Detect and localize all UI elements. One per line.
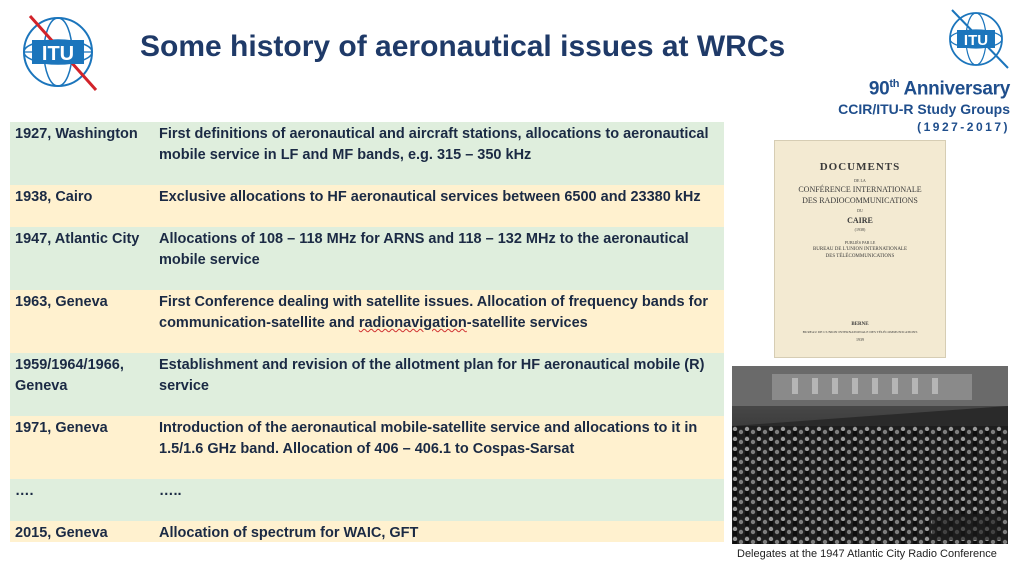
doc-city: CAIRE <box>847 216 873 225</box>
event-cell: 2015, Geneva <box>15 525 108 541</box>
doc-year: (1938) <box>854 227 866 232</box>
description-cell: First definitions of aeronautical and aircraft stations, allocations to aeronautical mobile service in LF and MF bands, e.g. 315 – 350 kHz <box>159 126 709 163</box>
study-groups-label: CCIR/ITU-R Study Groups <box>838 101 1010 118</box>
photo-caption: Delegates at the 1947 Atlantic City Radio Conference <box>737 548 997 560</box>
event-cell: 1971, Geneva <box>15 420 108 436</box>
itu-logo-left <box>18 10 102 94</box>
doc-imprint: BUREAU DE L'UNION INTERNATIONALE DES TÉLÉCOMMUNICATIONS <box>802 330 918 334</box>
doc-line2: DES RADIOCOMMUNICATIONS <box>802 196 918 205</box>
description-cell: Allocation of spectrum for WAIC, GFT <box>159 525 419 541</box>
anniversary-block <box>838 78 1010 134</box>
event-cell: 1963, Geneva <box>15 294 108 310</box>
doc-bureau1: BUREAU DE L'UNION INTERNATIONALE <box>812 247 908 252</box>
spellcheck-word: radionavigation <box>358 315 467 331</box>
event-cell: 1959/1964/1966, Geneva <box>15 357 124 394</box>
description-cell: Exclusive allocations to HF aeronautical services between 6500 and 23380 kHz <box>159 189 701 205</box>
logo-text-right: ITU <box>963 32 989 49</box>
event-cell: 1927, Washington <box>15 126 138 142</box>
doc-du: DU <box>857 208 863 213</box>
description-cell: Allocations of 108 – 118 MHz for ARNS and 118 – 132 MHz to the aeronautical mobile service <box>159 231 689 268</box>
table-row <box>10 479 724 521</box>
event-cell: 1938, Cairo <box>15 189 93 205</box>
doc-title: DOCUMENTS <box>819 161 901 173</box>
doc-bureau2: DES TÉLÉCOMMUNICATIONS <box>825 254 895 259</box>
table-row <box>10 353 724 416</box>
conference-photo <box>732 366 1008 544</box>
anniversary-years: (1927-2017) <box>917 120 1010 135</box>
anniversary-line: 90th Anniversary <box>868 78 1010 100</box>
history-table <box>10 122 724 542</box>
logo-text: ITU <box>41 43 75 65</box>
event-cell: …. <box>15 483 34 499</box>
doc-place: BERNE <box>851 322 869 327</box>
event-cell: 1947, Atlantic City <box>15 231 140 247</box>
description-cell: ….. <box>159 483 182 499</box>
table-row <box>10 227 724 290</box>
table-row <box>10 122 724 185</box>
document-cover-image <box>774 140 946 358</box>
table-row <box>10 416 724 479</box>
doc-imprint-year: 1939 <box>856 337 864 342</box>
table-row <box>10 185 724 227</box>
description-cell: First Conference dealing with satellite issues. Allocation of frequency bands for communication-satellite and radionavigation-satellite services <box>159 294 708 331</box>
page-title: Some history of aeronautical issues at WRCs <box>140 30 786 63</box>
doc-publie: PUBLIÉS PAR LE <box>844 240 876 245</box>
doc-de-la: DE LA <box>854 178 866 183</box>
itu-logo-right <box>944 6 1012 72</box>
table-row <box>10 521 724 542</box>
description-cell: Establishment and revision of the allotment plan for HF aeronautical mobile (R) service <box>159 357 705 394</box>
table-row <box>10 290 724 353</box>
description-cell: Introduction of the aeronautical mobile-satellite service and allocations to it in 1.5/1.6 GHz band. Allocation of 406 – 406.1 to Cospas-Sarsat <box>159 420 698 457</box>
doc-line1: CONFÉRENCE INTERNATIONALE <box>798 185 922 194</box>
